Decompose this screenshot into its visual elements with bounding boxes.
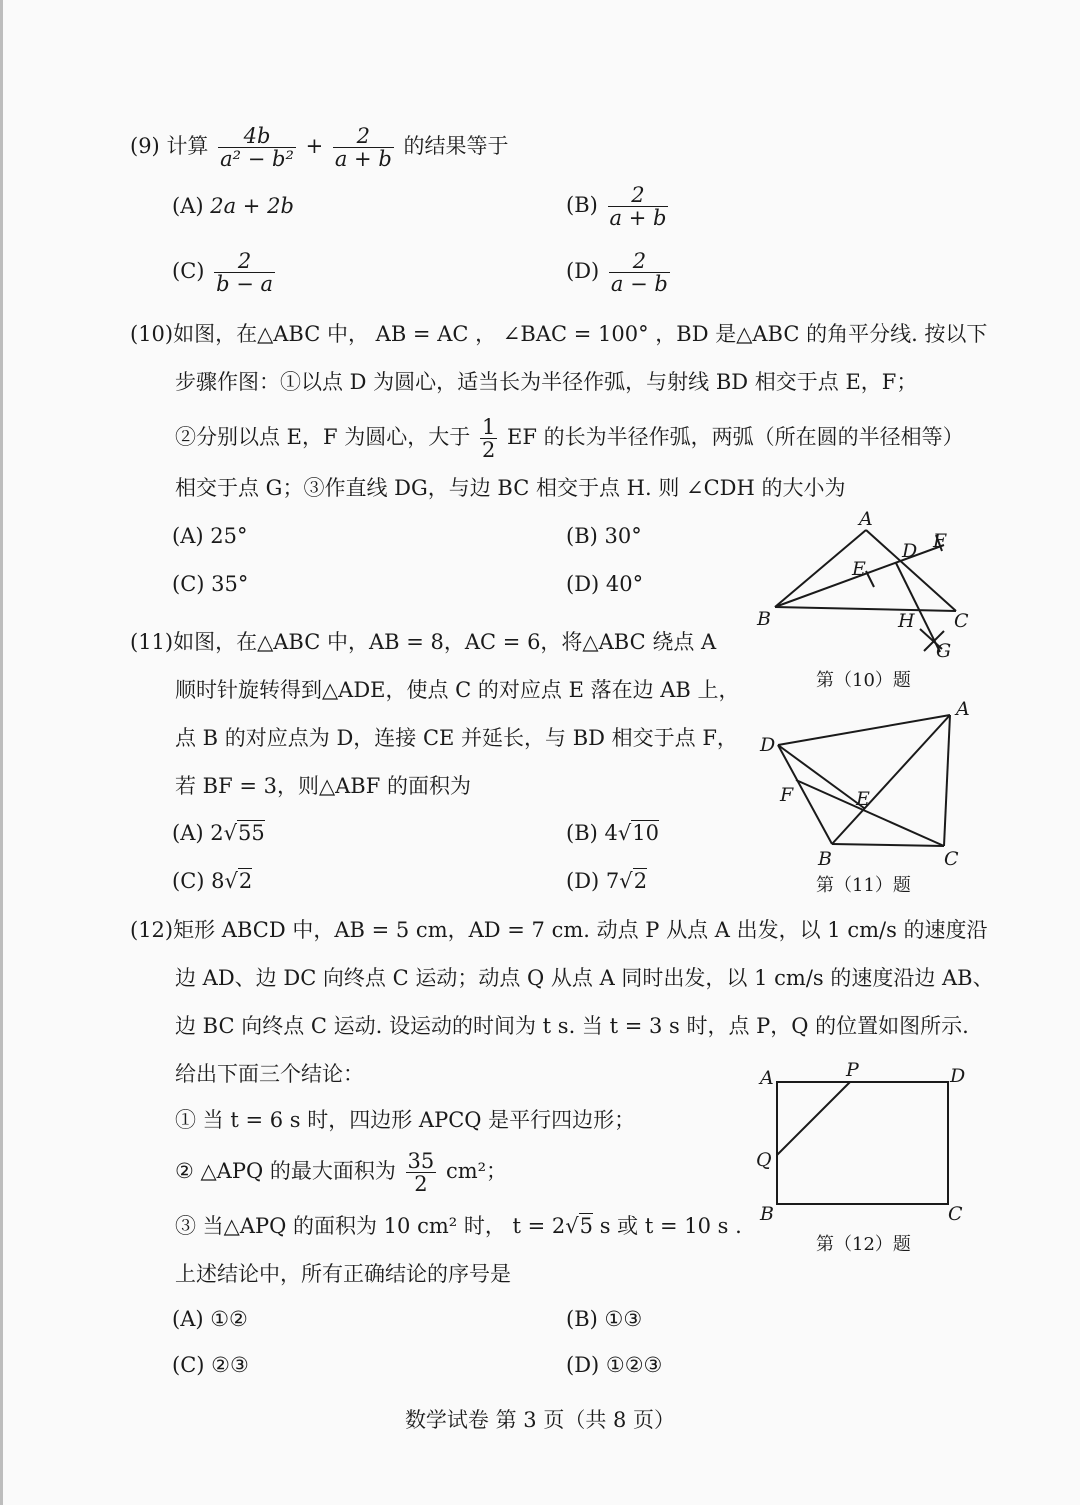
q12-segment-pq	[777, 1082, 850, 1155]
q10-label-g: G	[936, 640, 952, 662]
q11-label-b: B	[818, 848, 832, 870]
q12-caption: 第（12）题	[816, 1234, 911, 1255]
q12-label-p: P	[846, 1059, 859, 1081]
q9-option-b-fraction	[608, 184, 669, 229]
q12-rectangle-abcd	[777, 1082, 948, 1204]
q11-label-c: C	[944, 848, 959, 870]
q10-option-a: (A) 25°	[172, 524, 248, 548]
q10-label-h: H	[898, 610, 915, 632]
q12-fraction-den: 2	[414, 1172, 428, 1196]
q12-option-d: (D) ①②③	[566, 1353, 663, 1377]
q11-option-c-radicand: 2	[238, 869, 253, 893]
q9-option-a-text: 2a + 2b	[210, 194, 294, 218]
q12-label-c: C	[948, 1203, 963, 1225]
q11-option-d-radicand: 2	[633, 869, 648, 893]
q10-option-d: (D) 40°	[566, 572, 644, 596]
q11-option-b-radicand: 10	[632, 821, 660, 845]
q11-option-d-coef: 7	[605, 869, 620, 893]
q9-option-c-num: 2	[214, 250, 275, 273]
q12-option-b: (B) ①③	[566, 1307, 643, 1331]
q11-figure	[752, 695, 982, 870]
q9-option-b-den: a + b	[609, 206, 667, 230]
q11-side-ac	[944, 715, 950, 846]
q10-label-b: B	[757, 608, 771, 630]
q11-option-d-label: (D)	[566, 869, 600, 893]
q12-label-d: D	[950, 1065, 966, 1087]
q11-stem-line-2: 顺时针旋转得到△ADE，使点 C 的对应点 E 落在边 AB 上，	[175, 678, 740, 702]
q11-option-a: (A) 2√55	[172, 821, 265, 845]
q12-stem-line-3: 边 BC 向终点 C 运动. 设运动的时间为 t s. 当 t = 3 s 时，点 P，Q 的位置如图所示.	[175, 1014, 969, 1038]
q9-option-d-num: 2	[609, 250, 670, 273]
q12-label-b: B	[760, 1203, 774, 1225]
q12-figure	[750, 1058, 980, 1228]
q10-caption: 第（10）题	[816, 670, 911, 691]
q9-option-a	[172, 192, 294, 220]
q10-stem-line-3-b: EF 的长为半径作弧，两弧（所在圆的半径相等）	[507, 425, 964, 449]
q9-option-c-label: (C)	[172, 259, 205, 283]
q10-label-f: F	[933, 530, 947, 552]
q11-option-b-coef: 4	[604, 821, 618, 845]
q11-stem-line-1: (11)如图，在△ABC 中，AB = 8，AC = 6，将△ABC 绕点 A	[130, 630, 717, 654]
q10-stem-line-3-a: ②分别以点 E，F 为圆心，大于	[175, 425, 471, 449]
q11-label-e: E	[856, 788, 870, 810]
q12-stem-line-1: (12)矩形 ABCD 中，AB = 5 cm，AD = 7 cm. 动点 P 从点 A 出发，以 1 cm/s 的速度沿	[130, 918, 988, 942]
q12-conclusion-2-b: cm²；	[445, 1159, 508, 1183]
q10-option-c: (C) 35°	[172, 572, 249, 596]
q11-segment-cf	[796, 780, 944, 846]
q10-option-b: (B) 30°	[566, 524, 642, 548]
q10-side-bc	[775, 607, 956, 611]
q12-conclusion-3-b: s 或 t = 10 s .	[593, 1214, 742, 1238]
q9-option-d	[566, 250, 673, 295]
q9-lead: 计算	[166, 134, 209, 158]
q11-option-c-label: (C)	[172, 869, 205, 893]
q11-label-a: A	[956, 698, 970, 720]
q12-label-q: Q	[756, 1149, 772, 1171]
q11-stem-line-3: 点 B 的对应点为 D，连接 CE 并延长，与 BD 相交于点 F，	[175, 726, 738, 750]
q11-option-d: (D) 7√2	[566, 869, 648, 893]
q10-label-e: E	[852, 558, 866, 580]
q9-stem	[130, 125, 508, 170]
q10-stem-line-4: 相交于点 G；③作直线 DG，与边 BC 相交于点 H. 则 ∠CDH 的大小为	[175, 476, 846, 500]
q9-fraction-2-num: 2	[333, 125, 394, 148]
q9-option-c	[172, 250, 278, 295]
q9-tail: 的结果等于	[403, 134, 509, 158]
q9-fraction-2	[333, 125, 394, 170]
q12-option-c: (C) ②③	[172, 1353, 249, 1377]
q10-stem-line-3	[175, 416, 964, 461]
q9-option-c-den: b − a	[216, 272, 274, 296]
q11-side-bc	[832, 844, 944, 846]
q9-option-d-den: a − b	[610, 272, 668, 296]
q12-fraction-num: 35	[407, 1149, 435, 1173]
q11-label-f: F	[780, 784, 794, 806]
q9-plus: +	[305, 134, 324, 158]
q11-label-d: D	[760, 734, 776, 756]
q12-label-a: A	[760, 1067, 774, 1089]
q12-conclusion-2-a: ② △APQ 的最大面积为	[175, 1159, 396, 1183]
q11-option-a-coef: 2	[210, 821, 224, 845]
q9-option-b	[566, 184, 671, 229]
q10-stem-line-1: (10)如图，在△ABC 中， AB = AC ， ∠BAC = 100° ，BD 是△ABC 的角平分线. 按以下	[130, 322, 988, 346]
q11-side-ad	[778, 715, 950, 745]
q12-stem-line-5: 上述结论中，所有正确结论的序号是	[175, 1262, 511, 1286]
q11-option-b-label: (B)	[566, 821, 598, 845]
q11-option-a-radicand: 55	[238, 821, 265, 845]
q11-option-c: (C) 8√2	[172, 869, 253, 893]
q12-conclusion-1: ① 当 t = 6 s 时，四边形 APCQ 是平行四边形；	[175, 1108, 636, 1132]
q9-fraction-1-den: a² − b²	[220, 147, 294, 171]
q9-number: (9)	[130, 134, 160, 158]
q10-label-c: C	[954, 610, 969, 632]
q9-option-d-fraction	[609, 250, 670, 295]
q9-option-c-fraction	[214, 250, 275, 295]
q10-figure	[740, 505, 980, 665]
q12-stem-line-2: 边 AD、边 DC 向终点 C 运动；动点 Q 从点 A 同时出发，以 1 cm/s 的速度沿边 AB、	[175, 966, 994, 990]
q12-conclusion-3: ③ 当△APQ 的面积为 10 cm² 时， t = 2√5 s 或 t = 10 s .	[175, 1214, 742, 1238]
q12-fraction	[406, 1150, 437, 1195]
q10-label-d: D	[902, 540, 918, 562]
q9-fraction-1	[218, 125, 296, 170]
page-edge	[0, 0, 3, 1505]
q10-arc-e	[866, 571, 874, 587]
q10-stem-line-2: 步骤作图：①以点 D 为圆心，适当长为半径作弧，与射线 BD 相交于点 E，F；	[175, 370, 918, 394]
q9-option-a-label: (A)	[172, 194, 204, 218]
q10-half-fraction	[480, 416, 497, 461]
q11-caption: 第（11）题	[816, 875, 911, 896]
q9-fraction-2-den: a + b	[334, 147, 392, 171]
q11-stem-line-4: 若 BF = 3，则△ABF 的面积为	[175, 774, 471, 798]
q11-option-b: (B) 4√10	[566, 821, 660, 845]
q10-half-num: 1	[481, 415, 496, 439]
q12-stem-line-4: 给出下面三个结论：	[175, 1062, 364, 1086]
q12-conclusion-2	[175, 1150, 507, 1195]
q12-option-a: (A) ①②	[172, 1307, 248, 1331]
q9-option-b-label: (B)	[566, 193, 598, 217]
page-footer: 数学试卷 第 3 页（共 8 页）	[404, 1408, 676, 1432]
q9-option-b-num: 2	[608, 184, 669, 207]
q10-half-den: 2	[481, 438, 496, 462]
q12-conclusion-3-a: ③ 当△APQ 的面积为 10 cm² 时， t = 2	[175, 1214, 566, 1238]
q11-option-a-label: (A)	[172, 821, 204, 845]
q11-option-c-coef: 8	[211, 869, 225, 893]
q10-label-a: A	[859, 508, 873, 530]
q12-conclusion-3-radicand: 5	[579, 1214, 594, 1238]
q9-fraction-1-num: 4b	[218, 125, 296, 148]
q9-option-d-label: (D)	[566, 259, 600, 283]
q11-side-ab	[832, 715, 950, 844]
